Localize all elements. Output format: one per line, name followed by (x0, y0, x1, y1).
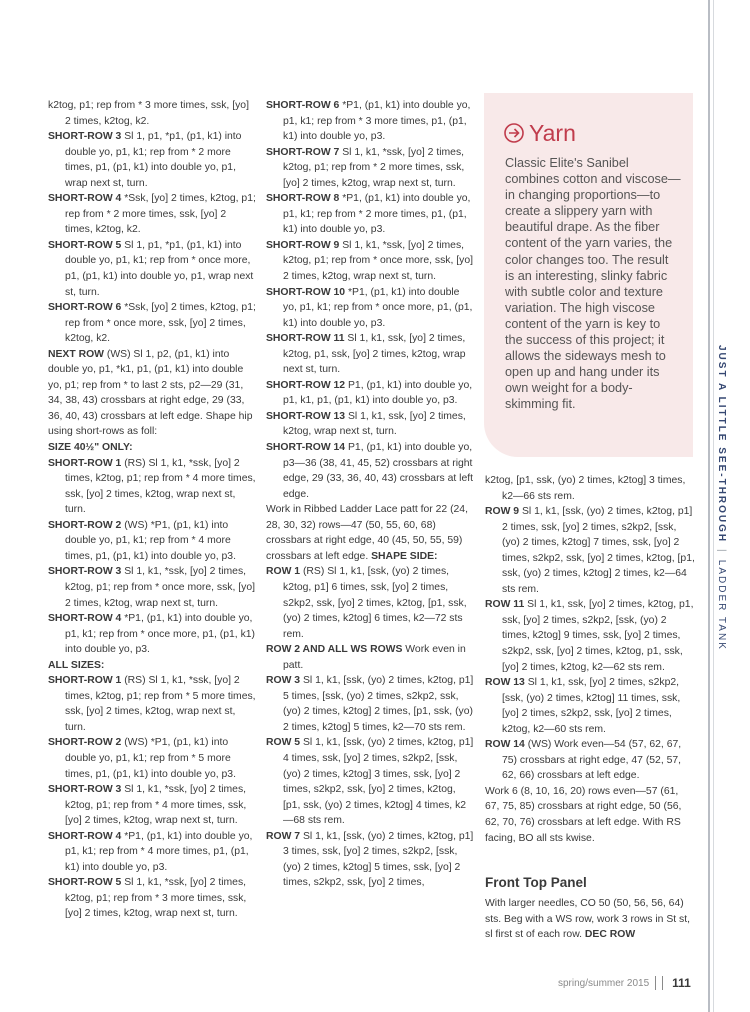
instruction-paragraph (266, 238, 474, 285)
paragraph-heading: DEC ROW (584, 929, 636, 941)
row-instruction: (RS) Sl 1, k1, [ssk, (yo) 2 times, k2tog, p1] 6 times, ssk, [yo] 2 times, s2kp2, ssk, [yo] 2 times, k2tog, [p1, ssk, (yo) 2 times, k2tog] 6 times, k2—72 sts rem. (283, 566, 467, 640)
row-instruction: Work 6 (8, 10, 16, 20) rows even—57 (61, 67, 75, 85) crossbars at right edge, 50 (56, 62, 70, 76) crossbars at left edge. With RS facing, BO all sts kwise. (485, 785, 682, 844)
row-instruction: Sl 1, k1, ssk, [yo] 2 times, s2kp2, [ssk, (yo) 2 times, k2tog] 11 times, ssk, [yo] 2 times, s2kp2, ssk, [yo] 2 times, k2tog, k2—60 sts rem. (502, 677, 681, 735)
instruction-paragraph (48, 673, 256, 735)
row-label: SHORT-ROW 3 (48, 566, 122, 578)
yarn-heading (504, 118, 576, 148)
instruction-paragraph (48, 129, 256, 191)
row-label: SHORT-ROW 10 (266, 286, 346, 298)
row-instruction: Sl 1, k1, ssk, [yo] 2 times, k2tog, p1, ssk, [yo] 2 times, k2tog, wrap next st, turn. (283, 333, 466, 376)
instruction-paragraph (485, 504, 695, 597)
instruction-paragraph (485, 737, 695, 784)
row-label: SHORT-ROW 1 (48, 675, 122, 687)
row-label: SHAPE SIDE: (371, 550, 438, 562)
row-label: SHORT-ROW 1 (48, 457, 122, 469)
instruction-paragraph (266, 145, 474, 192)
instruction-paragraph (48, 658, 256, 674)
row-instruction: (WS) *P1, (p1, k1) into double yo, p1, k1; rep from * 5 more times, p1, (p1, k1) into double yo, p3. (65, 737, 236, 780)
row-instruction: Work even in patt. (283, 644, 466, 671)
instruction-paragraph (266, 409, 474, 440)
row-instruction: Sl 1, k1, *ssk, [yo] 2 times, k2tog, p1; rep from * 4 more times, ssk, [yo] 2 times, k2tog, wrap next st, turn. (65, 784, 247, 827)
row-instruction: Sl 1, k1, *ssk, [yo] 2 times, k2tog, p1; rep from * once more, ssk, [yo] 2 times, k2tog, wrap next st, turn. (283, 239, 473, 283)
row-label: ROW 11 (485, 599, 525, 611)
instruction-paragraph (266, 829, 474, 891)
instruction-paragraph (48, 735, 256, 782)
yarn-title: Yarn (529, 119, 576, 146)
row-instruction: *P1, (p1, k1) into double yo, p1, k1; rep from * 4 more times, p1, (p1, k1) into double yo, p3. (65, 830, 253, 873)
instruction-paragraph (485, 597, 695, 675)
instruction-paragraph (48, 875, 256, 922)
row-label: ALL SIZES: (48, 659, 105, 671)
instruction-paragraph (485, 675, 695, 737)
instruction-paragraph (48, 782, 256, 829)
paragraph (485, 896, 695, 943)
row-label: ROW 2 AND ALL WS ROWS (266, 644, 403, 656)
instruction-paragraph (48, 300, 256, 347)
row-label: SHORT-ROW 5 (48, 239, 122, 251)
row-label: ROW 9 (485, 506, 520, 518)
row-label: ROW 14 (485, 739, 525, 751)
column-3 (485, 473, 695, 846)
row-label: SHORT-ROW 4 (48, 193, 122, 205)
instruction-paragraph (485, 784, 695, 846)
row-label: ROW 5 (266, 737, 301, 749)
instruction-paragraph (266, 642, 474, 673)
instruction-paragraph (266, 378, 474, 409)
row-label: SHORT-ROW 9 (266, 239, 340, 251)
section-tab-label (713, 345, 727, 685)
instruction-paragraph (266, 440, 474, 502)
row-label: SHORT-ROW 2 (48, 519, 122, 531)
page-number: 111 (672, 976, 691, 990)
page-footer (558, 976, 691, 990)
instruction-paragraph (266, 735, 474, 828)
row-label: SHORT-ROW 3 (48, 131, 122, 143)
row-instruction: Sl 1, k1, [ssk, (yo) 2 times, k2tog, p1] 2 times, ssk, [yo] 2 times, s2kp2, [ssk, (yo) 2 times, k2tog] 7 times, ssk, [yo] 2 times, s2kp2, ssk, [yo] 2 times, k2tog, [p1, ssk, (yo) 2 times, k2tog] 2 times, k2—64 sts rem. (502, 506, 695, 595)
instruction-paragraph (48, 829, 256, 876)
row-instruction: (WS) Work even—54 (57, 62, 67, 75) crossbars at right edge, 47 (52, 57, 62, 66) crossbars at left edge. (502, 739, 682, 782)
row-instruction: (WS) Sl 1, p2, (p1, k1) into double yo, p1, *k1, p1, (p1, k1) into double yo, p1; rep from * to last 2 sts, p2—29 (31, 34, 38, 43) crossbars at right edge, 29 (33, 36, 40, 43) crossbars at left edge. Shape hip using short-rows as foll: (48, 348, 253, 438)
row-label: SHORT-ROW 2 (48, 737, 122, 749)
instruction-paragraph (266, 502, 474, 564)
row-label: SHORT-ROW 6 (48, 302, 122, 314)
instruction-paragraph (48, 98, 256, 129)
row-instruction: *P1, (p1, k1) into double yo, p1, k1; rep from * 3 more times, p1, (p1, k1) into double yo, p3. (283, 100, 471, 143)
row-instruction: Sl 1, k1, [ssk, (yo) 2 times, k2tog, p1] 4 times, ssk, [yo] 2 times, s2kp2, [ssk, (yo) 2 times, k2tog] 3 times, ssk, [yo] 2 times, s2kp2, ssk, [yo] 2 times, k2tog, [p1, ssk, (yo) 2 times, k2tog] 4 times, k2—68 sts rem. (283, 737, 474, 827)
row-label: SHORT-ROW 3 (48, 784, 122, 796)
paragraph-text: With larger needles, CO 50 (50, 56, 56, 64) sts. Beg with a WS row, work 3 rows in St st, sl first st of each row. (485, 898, 690, 941)
front-top-panel-heading: Front Top Panel (485, 875, 587, 890)
row-label: ROW 7 (266, 830, 301, 842)
row-label: ROW 1 (266, 566, 301, 578)
column-2 (266, 98, 474, 891)
instruction-paragraph (266, 564, 474, 642)
row-instruction: (RS) Sl 1, k1, *ssk, [yo] 2 times, k2tog, p1; rep from * 4 more times, ssk, [yo] 2 times, k2tog, wrap next st, turn. (65, 457, 256, 516)
row-label: SHORT-ROW 4 (48, 830, 122, 842)
row-label: SHORT-ROW 11 (266, 333, 345, 345)
row-label: SHORT-ROW 12 (266, 379, 346, 391)
tab-title: JUST A LITTLE SEE-THROUGH (716, 345, 727, 544)
row-label: NEXT ROW (48, 348, 104, 360)
instruction-paragraph (48, 564, 256, 611)
row-instruction: Sl 1, k1, [ssk, (yo) 2 times, k2tog, p1] 5 times, [ssk, (yo) 2 times, s2kp2, ssk, (yo) 2 times, k2tog] 2 times, [p1, ssk, (yo) 2 times, k2tog] 5 times, k2—70 sts rem. (283, 675, 474, 733)
instruction-paragraph (48, 518, 256, 565)
footer-divider (662, 976, 663, 990)
row-instruction: *Ssk, [yo] 2 times, k2tog, p1; rep from * 2 more times, ssk, [yo] 2 times, k2tog, k2. (65, 193, 256, 236)
instruction-paragraph (48, 611, 256, 658)
yarn-description: Classic Elite's Sanibel combines cotton and viscose—in changing proportions—to create a slippery yarn with beautiful drape. As the fiber content of the yarn varies, the color changes too. The result is an interesting, slinky fabric with subtle color and texture variation. The high viscose content of the yarn is key to the success of this project; it allows the sideways mesh to open up and hang under its own weight for a body-skimming fit. (505, 156, 681, 412)
row-instruction: *P1, (p1, k1) into double yo, p1, k1; rep from * 2 more times, p1, (p1, k1) into double yo, p3. (283, 193, 471, 236)
issue-label: spring/summer 2015 (558, 977, 650, 989)
instruction-paragraph (266, 673, 474, 735)
row-label: SHORT-ROW 4 (48, 613, 122, 625)
instruction-paragraph (48, 440, 256, 456)
row-label: ROW 13 (485, 677, 525, 689)
row-label: SIZE 40½" ONLY: (48, 442, 133, 454)
tab-divider: | (716, 549, 727, 554)
row-label: SHORT-ROW 13 (266, 410, 346, 422)
front-top-panel-text (485, 896, 695, 943)
instruction-paragraph (48, 238, 256, 300)
row-instruction: P1, (p1, k1) into double yo, p3—36 (38, 41, 45, 52) crossbars at right edge, 29 (33, 36, 40, 43) crossbars at left edge. (283, 442, 474, 500)
footer-divider (655, 976, 656, 990)
row-instruction: Sl 1, k1, ssk, [yo] 2 times, k2tog, wrap next st, turn. (283, 410, 466, 438)
row-instruction: Sl 1, k1, *ssk, [yo] 2 times, k2tog, p1; rep from * 2 more times, ssk, [yo] 2 times, k2tog, wrap next st, turn. (283, 146, 465, 189)
row-instruction: Sl 1, k1, *ssk, [yo] 2 times, k2tog, p1; rep from * once more, ssk, [yo] 2 times, k2tog, wrap next st, turn. (65, 566, 255, 609)
row-instruction: Sl 1, p1, *p1, (p1, k1) into double yo, p1, k1; rep from * once more, p1, (p1, k1) into double yo, p1, wrap next st, turn. (65, 239, 254, 298)
row-instruction: P1, (p1, k1) into double yo, p1, k1, p1, (p1, k1) into double yo, p3. (283, 379, 473, 407)
tab-subtitle: LADDER TANK (716, 559, 727, 651)
column-1 (48, 98, 256, 922)
row-instruction: Sl 1, k1, ssk, [yo] 2 times, k2tog, p1, ssk, [yo] 2 times, s2kp2, [ssk, (yo) 2 times, k2tog] 9 times, ssk, [yo] 2 times, s2kp2, ssk, [yo] 2 times, k2tog, p1, ssk, [yo] 2 times, k2tog, k2—62 sts rem. (502, 599, 694, 673)
row-instruction: Sl 1, k1, [ssk, (yo) 2 times, k2tog, p1] 3 times, ssk, [yo] 2 times, s2kp2, [ssk, (yo) 2 times, k2tog] 5 times, ssk, [yo] 2 times, s2kp2, ssk, [yo] 2 times, (283, 830, 474, 889)
row-instruction: *Ssk, [yo] 2 times, k2tog, p1; rep from * once more, ssk, [yo] 2 times, k2tog, k2. (65, 302, 256, 345)
row-instruction: *P1, (p1, k1) into double yo, p1, k1; rep from * once more, p1, (p1, k1) into double yo, p3. (283, 286, 473, 329)
row-instruction: *P1, (p1, k1) into double yo, p1, k1; rep from * once more, p1, (p1, k1) into double yo, p3. (65, 613, 256, 656)
instruction-paragraph (48, 191, 256, 238)
instruction-paragraph (266, 191, 474, 238)
row-instruction: (WS) *P1, (p1, k1) into double yo, p1, k1; rep from * 4 more times, p1, (p1, k1) into double yo, p3. (65, 519, 236, 562)
instruction-paragraph (266, 98, 474, 145)
row-label: SHORT-ROW 7 (266, 146, 340, 158)
instruction-paragraph (48, 456, 256, 518)
row-instruction: k2tog, p1; rep from * 3 more times, ssk, [yo] 2 times, k2tog, k2. (48, 100, 249, 127)
row-label: SHORT-ROW 14 (266, 442, 346, 454)
instruction-paragraph (266, 331, 474, 378)
instruction-paragraph (485, 473, 695, 504)
instruction-paragraph (266, 285, 474, 332)
row-label: SHORT-ROW 8 (266, 193, 340, 205)
row-instruction: k2tog, [p1, ssk, (yo) 2 times, k2tog] 3 times, k2—66 sts rem. (485, 475, 686, 502)
row-instruction: Work in Ribbed Ladder Lace patt for 22 (24, 28, 30, 32) rows—47 (50, 55, 60, 68) crossbars at right edge, 40 (45, 50, 55, 59) crossbars at left edge. (266, 504, 468, 562)
row-instruction: Sl 1, p1, *p1, (p1, k1) into double yo, p1, k1; rep from * 2 more times, p1, (p1, k1) into double yo, p1, wrap next st, turn. (65, 131, 242, 189)
row-label: SHORT-ROW 5 (48, 877, 122, 889)
row-instruction: Sl 1, k1, *ssk, [yo] 2 times, k2tog, p1; rep from * 3 more times, ssk, [yo] 2 times, k2tog, wrap next st, turn. (65, 877, 247, 920)
instruction-paragraph (48, 347, 256, 440)
row-label: SHORT-ROW 6 (266, 100, 340, 111)
row-label: ROW 3 (266, 675, 301, 687)
arrow-circle-icon (504, 123, 524, 143)
row-instruction: (RS) Sl 1, k1, *ssk, [yo] 2 times, k2tog, p1; rep from * 5 more times, ssk, [yo] 2 times, k2tog, wrap next st, turn. (65, 675, 256, 733)
